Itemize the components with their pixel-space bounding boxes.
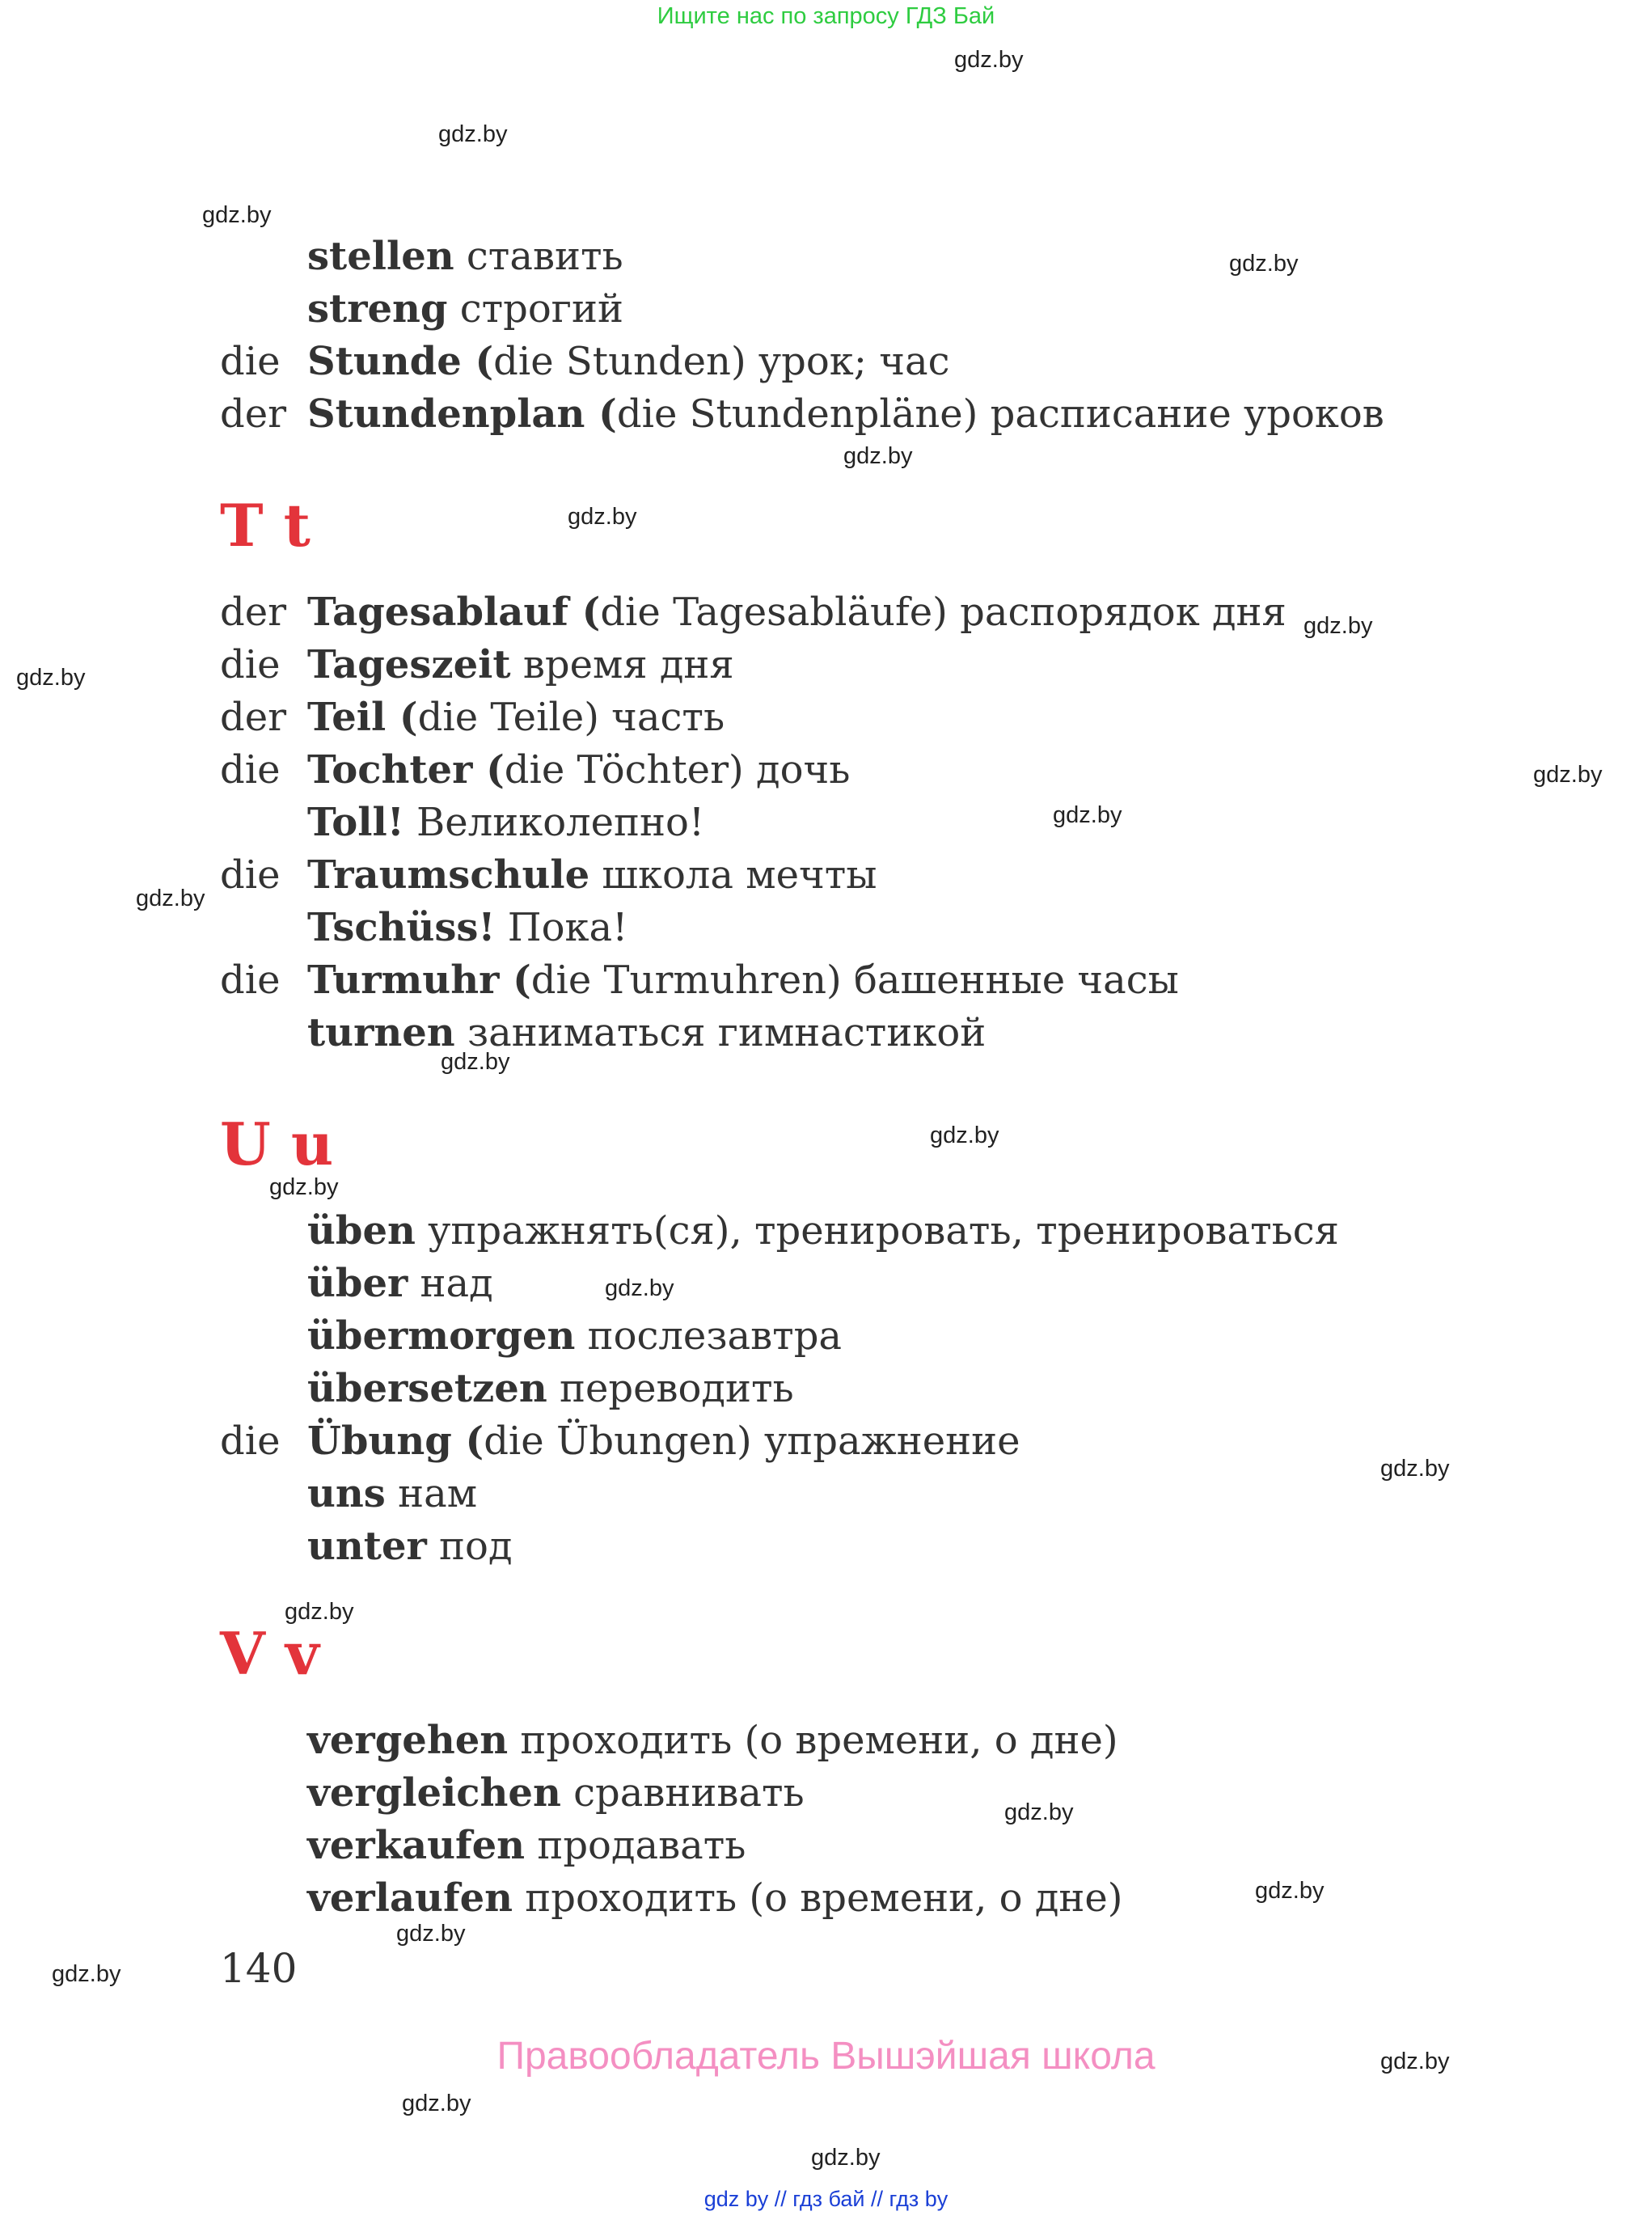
- headword: Tschüss!: [307, 905, 496, 950]
- page-number: 140: [220, 1945, 298, 1992]
- translation: die Töchter) дочь: [504, 747, 851, 793]
- entry-text: [307, 849, 877, 901]
- translation: упражнять(ся), тренировать, тренироваться: [415, 1208, 1339, 1254]
- entry-text: [307, 1007, 986, 1059]
- article: der: [220, 590, 287, 635]
- copyright-notice: Правообладатель Вышэйшая школа: [496, 2035, 1156, 2078]
- watermark: gdz.by: [1303, 613, 1373, 639]
- entry-text: [307, 230, 623, 282]
- article: die: [220, 642, 281, 687]
- headword: Tageszeit: [307, 642, 511, 687]
- footer-links[interactable]: gdz by // гдз бай // гдз by: [703, 2187, 949, 2211]
- entry-text: [307, 388, 1384, 440]
- watermark: gdz.by: [52, 1961, 121, 1987]
- entry-text: [307, 744, 850, 796]
- watermark: gdz.by: [930, 1123, 999, 1148]
- watermark: gdz.by: [202, 202, 272, 228]
- headword: übersetzen: [307, 1366, 547, 1411]
- headword: turnen: [307, 1010, 455, 1055]
- watermark: gdz.by: [1053, 802, 1122, 828]
- translation: die Teile) часть: [417, 695, 725, 740]
- watermark: gdz.by: [402, 2091, 471, 2116]
- entry-text: [307, 1468, 477, 1520]
- watermark: gdz.by: [811, 2145, 881, 2171]
- headword: stellen: [307, 234, 454, 279]
- translation: die Turmuhren) башенные часы: [530, 958, 1179, 1003]
- translation: ставить: [454, 234, 623, 279]
- translation: Великолепно!: [403, 800, 705, 845]
- translation: послезавтра: [575, 1313, 843, 1359]
- article: der: [220, 695, 287, 740]
- translation: над: [408, 1261, 493, 1306]
- watermark: gdz.by: [954, 47, 1024, 73]
- watermark: gdz.by: [269, 1174, 339, 1200]
- translation: переводить: [547, 1366, 794, 1411]
- translation: под: [426, 1524, 513, 1569]
- article: der: [220, 391, 287, 437]
- headword: übermorgen: [307, 1313, 576, 1359]
- watermark: gdz.by: [1004, 1799, 1074, 1825]
- translation: школа мечты: [589, 852, 877, 898]
- watermark: gdz.by: [843, 443, 913, 469]
- entry-text: [307, 797, 704, 848]
- entry-text: [307, 586, 1287, 638]
- translation: нам: [385, 1471, 478, 1516]
- headword: uns: [307, 1471, 386, 1516]
- entry-text: [307, 1415, 1020, 1467]
- headword: Tochter (: [307, 747, 505, 793]
- article: die: [220, 339, 281, 384]
- watermark: gdz.by: [136, 886, 205, 911]
- headword: üben: [307, 1208, 416, 1254]
- section-letter: T t: [220, 491, 311, 560]
- headword: unter: [307, 1524, 427, 1569]
- headword: verlaufen: [307, 1875, 513, 1921]
- entry-text: [307, 954, 1179, 1006]
- translation: die Stunden) урок; час: [493, 339, 950, 384]
- entry-text: [307, 691, 725, 743]
- headword: Tagesablauf (: [307, 590, 601, 635]
- translation: die Stundenpläne) расписание уроков: [616, 391, 1384, 437]
- headword: streng: [307, 286, 448, 332]
- translation: die Tagesabläufe) распорядок дня: [600, 590, 1287, 635]
- section-letter: V v: [220, 1619, 319, 1688]
- entry-text: [307, 1767, 805, 1819]
- headword: Teil (: [307, 695, 418, 740]
- translation: проходить (о времени, о дне): [513, 1875, 1123, 1921]
- translation: проходить (о времени, о дне): [508, 1718, 1118, 1763]
- entry-text: [307, 1363, 794, 1414]
- entry-text: [307, 1205, 1339, 1257]
- watermark: gdz.by: [605, 1275, 674, 1301]
- entry-text: [307, 336, 949, 387]
- headword: Toll!: [307, 800, 404, 845]
- top-banner: Ищите нас по запросу ГДЗ Бай: [657, 3, 995, 29]
- watermark: gdz.by: [438, 121, 508, 147]
- headword: Übung (: [307, 1419, 484, 1464]
- entry-text: [307, 1520, 513, 1572]
- section-letter: U u: [220, 1110, 334, 1178]
- headword: Stundenplan (: [307, 391, 617, 437]
- entry-text: [307, 1715, 1118, 1766]
- watermark: gdz.by: [1380, 1456, 1450, 1482]
- translation: продавать: [525, 1823, 746, 1868]
- article: die: [220, 852, 281, 898]
- watermark: gdz.by: [396, 1921, 466, 1947]
- translation: сравнивать: [560, 1770, 805, 1816]
- article: die: [220, 958, 281, 1003]
- headword: vergehen: [307, 1718, 509, 1763]
- watermark: gdz.by: [16, 665, 86, 691]
- entry-text: [307, 639, 734, 691]
- translation: строгий: [447, 286, 623, 332]
- watermark: gdz.by: [1229, 251, 1299, 277]
- translation: die Übungen) упражнение: [484, 1419, 1020, 1464]
- entry-text: [307, 283, 623, 335]
- headword: Stunde (: [307, 339, 494, 384]
- entry-text: [307, 1258, 493, 1309]
- entry-text: [307, 1310, 842, 1362]
- watermark: gdz.by: [568, 504, 637, 530]
- entry-text: [307, 902, 627, 953]
- article: die: [220, 1419, 281, 1464]
- watermark: gdz.by: [285, 1599, 354, 1625]
- article: die: [220, 747, 281, 793]
- headword: verkaufen: [307, 1823, 526, 1868]
- translation: Пока!: [495, 905, 628, 950]
- watermark: gdz.by: [1380, 2049, 1450, 2074]
- entry-text: [307, 1820, 746, 1871]
- watermark: gdz.by: [1533, 762, 1603, 788]
- headword: vergleichen: [307, 1770, 561, 1816]
- headword: über: [307, 1261, 408, 1306]
- translation: время дня: [510, 642, 734, 687]
- watermark: gdz.by: [441, 1049, 510, 1075]
- headword: Traumschule: [307, 852, 590, 898]
- translation: заниматься гимнастикой: [454, 1010, 987, 1055]
- watermark: gdz.by: [1255, 1878, 1325, 1904]
- headword: Turmuhr (: [307, 958, 531, 1003]
- entry-text: [307, 1872, 1123, 1924]
